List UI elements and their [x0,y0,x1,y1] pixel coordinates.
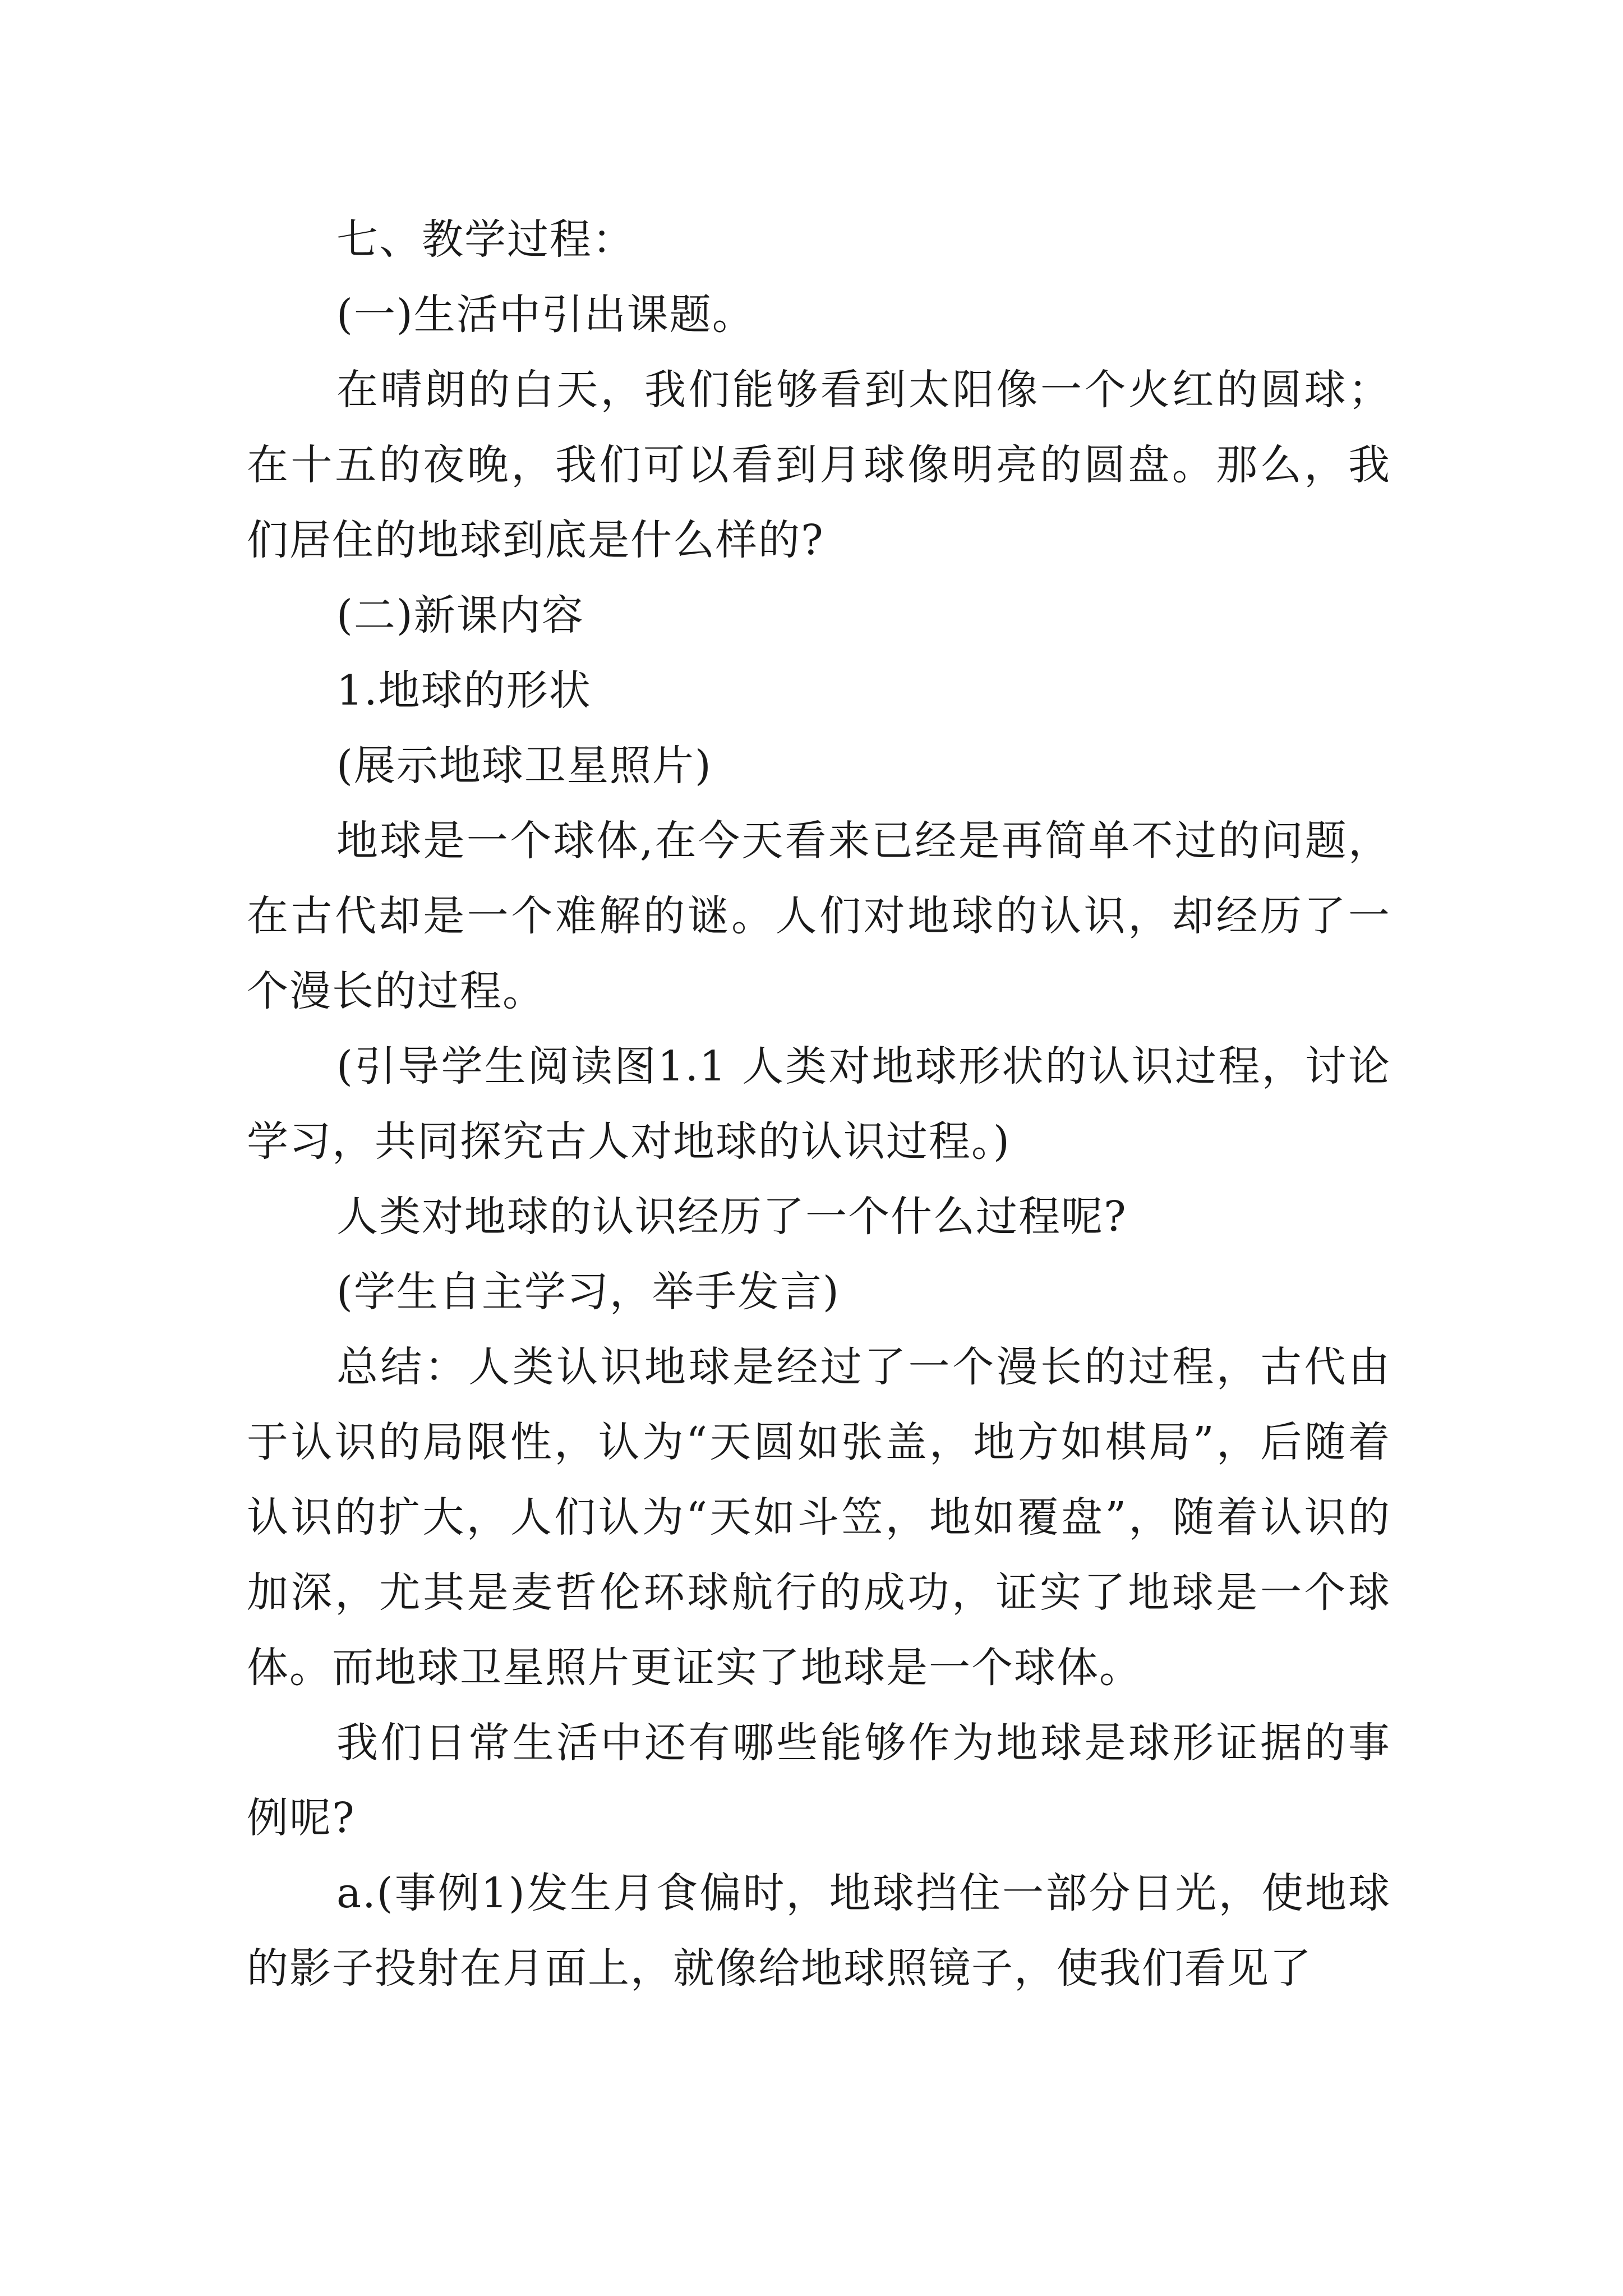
note-guide-reading: (引导学生阅读图1.1 人类对地球形状的认识过程，讨论学习，共同探究古人对地球的认识过程。) [247,1042,1391,1166]
document-body [247,202,1391,2006]
note-show-satellite-photo: (展示地球卫星照片) [336,742,712,790]
subheading-earth-shape: 1.地球的形状 [336,666,592,715]
section-heading-teaching-process: 七、教学过程： [336,215,635,264]
paragraph-earth-sphere: 地球是一个球体,在今天看来已经是再简单不过的问题，在古代却是一个难解的谜。人们对地球的认识，却经历了一个漫长的过程。 [247,817,1391,1015]
paragraph-summary: 总结：人类认识地球是经过了一个漫长的过程，古代由于认识的局限性，认为“天圆如张盖，地方如棋局”，后随着认识的扩大，人们认为“天如斗笠，地如覆盘”，随着认识的加深，尤其是麦哲伦环球航行的成功，证实了地球是一个球体。而地球卫星照片更证实了地球是一个球体。 [247,1343,1391,1692]
note-student-study: (学生自主学习，举手发言) [336,1268,840,1316]
question-daily-evidence: 我们日常生活中还有哪些能够作为地球是球形证据的事例呢? [247,1719,1391,1842]
subheading-new-content: (二)新课内容 [336,591,584,639]
question-cognition-process: 人类对地球的认识经历了一个什么过程呢? [336,1193,1127,1241]
subheading-introduction: (一)生活中引出课题。 [336,291,755,339]
paragraph-example-1: a.(事例1)发生月食偏时，地球挡住一部分日光，使地球的影子投射在月面上，就像给地球照镜子，使我们看见了 [247,1869,1391,1993]
paragraph-intro-text: 在晴朗的白天，我们能够看到太阳像一个火红的圆球；在十五的夜晚，我们可以看到月球像明亮的圆盘。那么，我们居住的地球到底是什么样的? [247,366,1391,564]
